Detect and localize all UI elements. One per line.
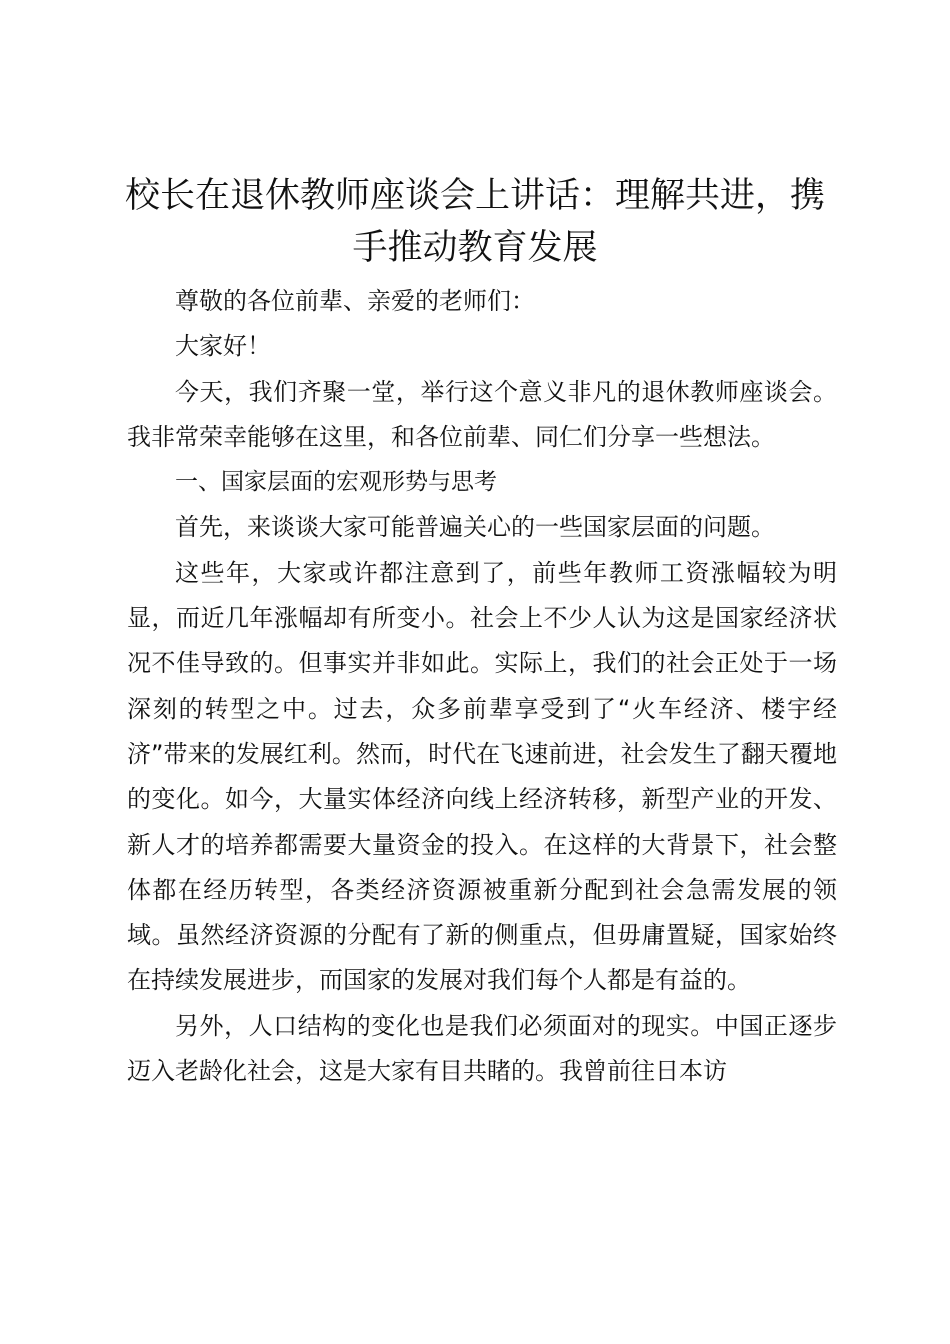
paragraph: 今天，我们齐聚一堂，举行这个意义非凡的退休教师座谈会。我非常荣幸能够在这里，和各位前辈、同仁们分享一些想法。	[127, 377, 837, 451]
paragraph: 首先，来谈谈大家可能普遍关心的一些国家层面的问题。	[175, 513, 775, 542]
paragraph: 这些年，大家或许都注意到了，前些年教师工资涨幅较为明显，而近几年涨幅却有所变小。社会上不少人认为这是国家经济状况不佳导致的。但事实并非如此。实际上，我们的社会正处于一场深刻的转型之中。过去，众多前辈享受到了“火车经济、楼宇经济”带来的发展红利。然而，时代在飞速前进，社会发生了翻天覆地的变化。如今，大量实体经济向线上经济转移，新型产业的开发、新人才的培养都需要大量资金的投入。在这样的大背景下，社会整体都在经历转型，各类经济资源被重新分配到社会急需发展的领域。虽然经济资源的分配有了新的侧重点，但毋庸置疑，国家始终在持续发展进步，而国家的发展对我们每个人都是有益的。	[127, 558, 837, 995]
section-heading: 一、国家层面的宏观形势与思考	[175, 469, 497, 496]
document-title: 校长在退休教师座谈会上讲话：理解共进，携手推动教育发展	[124, 176, 825, 268]
paragraph: 另外，人口结构的变化也是我们必须面对的现实。中国正逐步迈入老龄化社会，这是大家有目共睹的。我曾前往日本访	[127, 1011, 837, 1086]
document-body	[127, 279, 837, 1094]
greeting: 大家好！	[175, 332, 271, 361]
salutation: 尊敬的各位前辈、亲爱的老师们：	[175, 287, 535, 315]
